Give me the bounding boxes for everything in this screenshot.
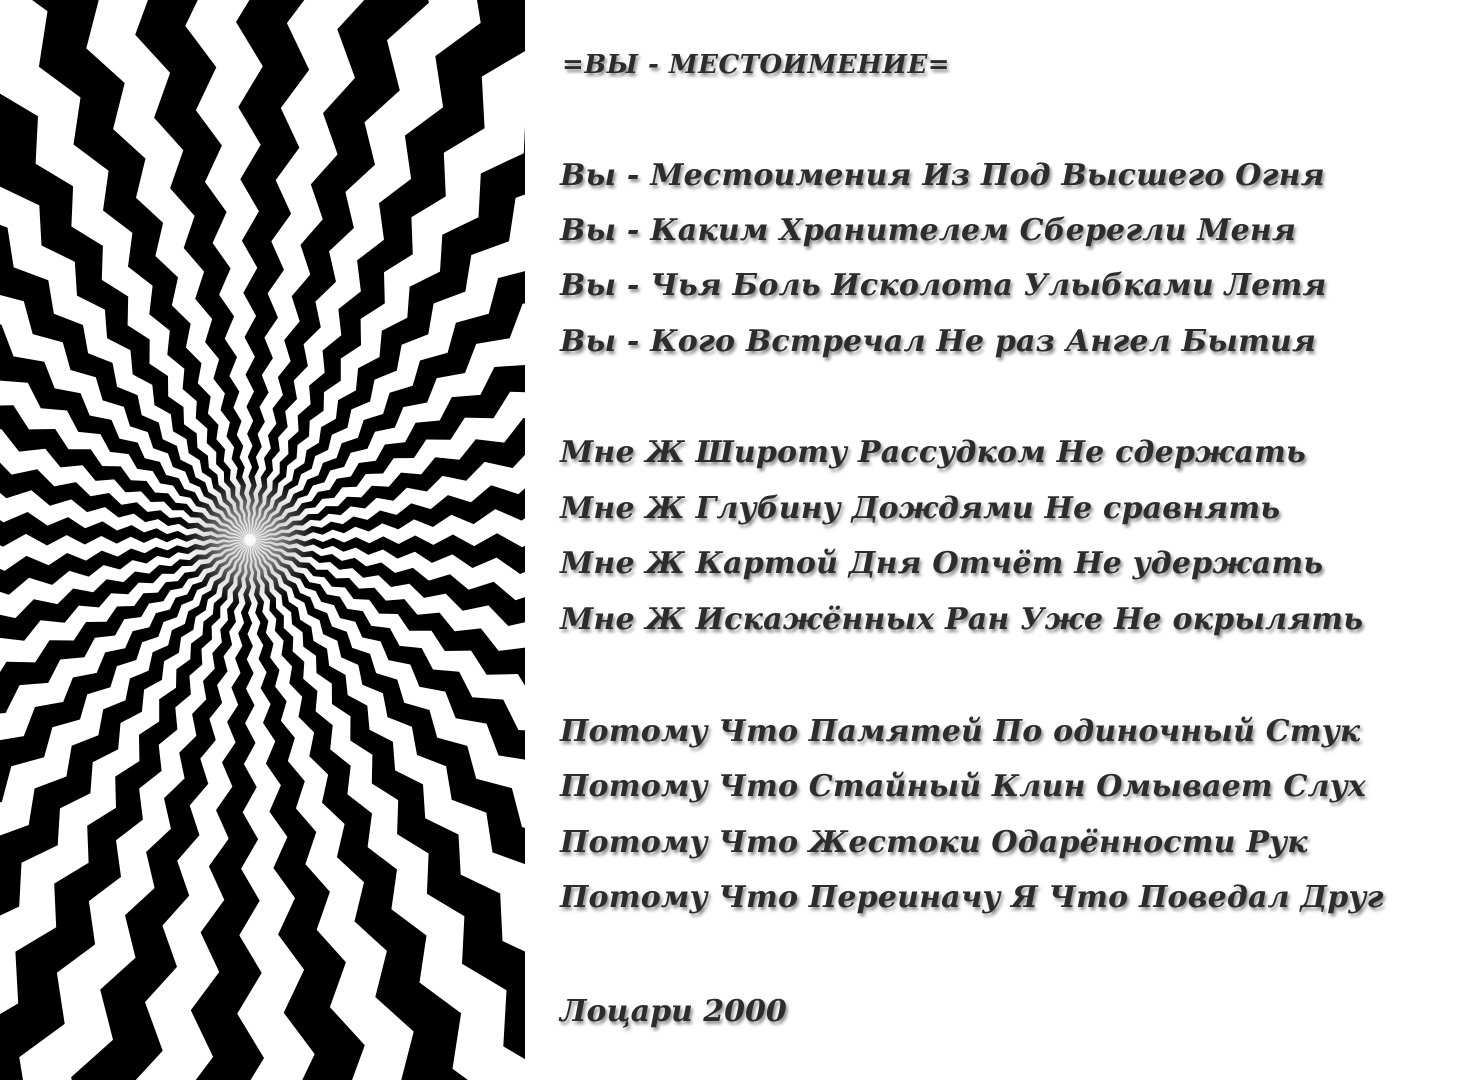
poem-line: Потому Что Жестоки Одарённости Рук (560, 825, 1308, 860)
poem-title: =ВЫ - МЕСТОИМЕНИЕ= (562, 50, 951, 80)
poem-line: Мне Ж Широту Рассудком Не сдержать (560, 435, 1307, 470)
poem-line: Мне Ж Искажённых Ран Уже Не окрылять (560, 602, 1364, 637)
poem-line: Вы - Чья Боль Исколота Улыбками Летя (560, 268, 1327, 303)
poem-line: Потому Что Переиначу Я Что Поведал Друг (560, 880, 1384, 915)
poem-signature: Лоцари 2000 (560, 994, 787, 1029)
poem-text-block (560, 0, 1440, 1080)
poem-line: Мне Ж Глубину Дождями Не сравнять (560, 491, 1281, 526)
poem-line: Потому Что Памятей По одиночный Стук (560, 714, 1361, 749)
poem-line: Вы - Каким Хранителем Сберегли Меня (560, 213, 1297, 248)
zigzag-pattern-image (0, 0, 525, 1080)
poem-line: Вы - Кого Встречал Не раз Ангел Бытия (560, 324, 1317, 359)
poem-line: Потому Что Стайный Клин Омывает Слух (560, 769, 1366, 804)
poem-line: Вы - Местоимения Из Под Высшего Огня (560, 158, 1325, 193)
poem-line: Мне Ж Картой Дня Отчёт Не удержать (560, 546, 1324, 581)
zigzag-tunnel-illusion (0, 0, 525, 1080)
